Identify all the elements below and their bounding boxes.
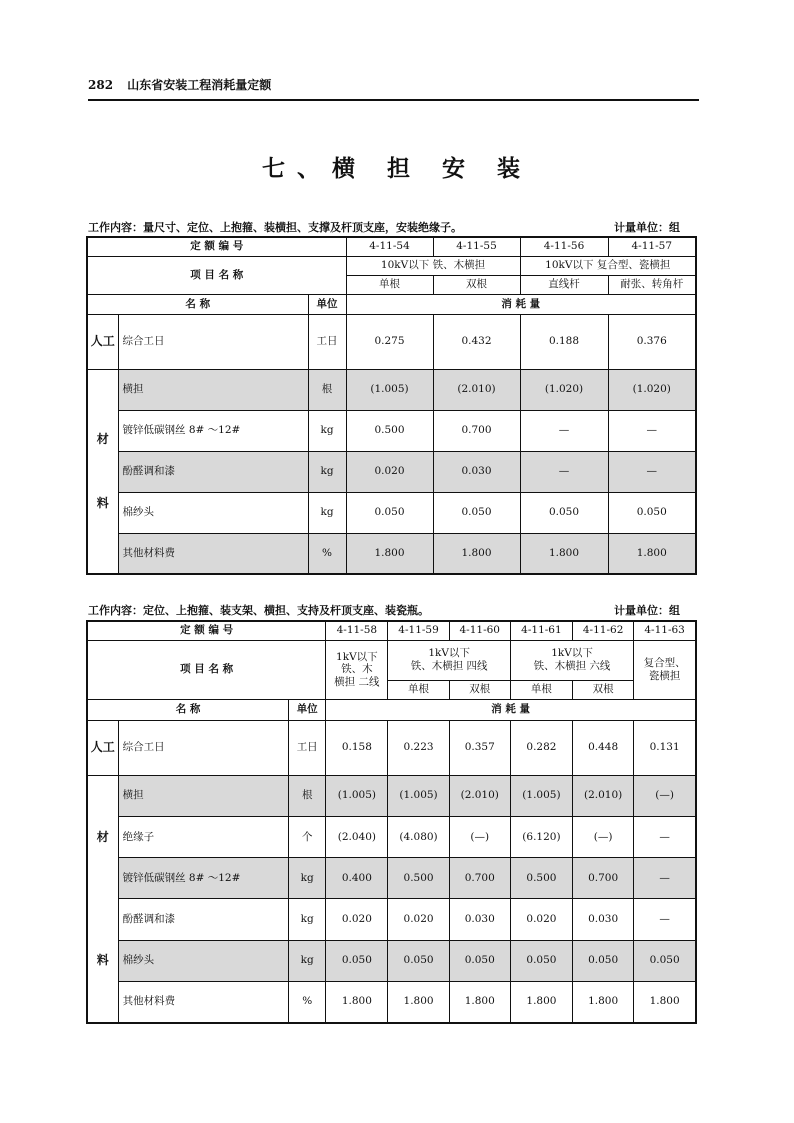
row-value: (2.010) xyxy=(573,775,634,816)
row-value: (2.010) xyxy=(449,775,510,816)
sub-header: 双根 xyxy=(449,680,510,699)
row-value: (2.040) xyxy=(326,816,388,857)
row-value: 0.020 xyxy=(346,451,433,492)
row-value: — xyxy=(634,899,696,940)
row-value: 0.188 xyxy=(520,314,608,369)
category-material xyxy=(87,369,118,574)
row-value: (4.080) xyxy=(388,816,449,857)
code-cell: 4-11-59 xyxy=(388,621,449,640)
group-header: 10kV以下 复合型、瓷横担 xyxy=(520,256,696,275)
row-unit: kg xyxy=(289,858,326,899)
consume-header: 消 耗 量 xyxy=(346,294,696,314)
row-value: — xyxy=(608,410,696,451)
row-value: 1.800 xyxy=(634,981,696,1022)
row-value: 1.800 xyxy=(433,533,520,574)
row-value: — xyxy=(520,410,608,451)
row-unit: % xyxy=(289,981,326,1022)
row-unit: kg xyxy=(308,492,346,533)
group-row xyxy=(87,640,696,680)
code-row xyxy=(87,237,696,256)
row-value: 1.800 xyxy=(520,533,608,574)
row-value: (—) xyxy=(634,775,696,816)
group-header: 10kV以下 铁、木横担 xyxy=(346,256,520,275)
table-row xyxy=(87,314,696,369)
row-value: 0.357 xyxy=(449,720,510,775)
row-value: (1.005) xyxy=(388,775,449,816)
row-value: 0.223 xyxy=(388,720,449,775)
group-header-line: 1kV以下 xyxy=(428,647,470,660)
row-unit: 根 xyxy=(289,775,326,816)
row-value: (2.010) xyxy=(433,369,520,410)
code-cell: 4-11-56 xyxy=(520,237,608,256)
row-value: 0.030 xyxy=(433,451,520,492)
row-value: 0.282 xyxy=(510,720,572,775)
column-header-row xyxy=(87,294,696,314)
sub-header: 双根 xyxy=(433,275,520,294)
unit-header: 单位 xyxy=(308,294,346,314)
sub-header: 单根 xyxy=(510,680,572,699)
row-value: 0.050 xyxy=(326,940,388,981)
row-value: 0.158 xyxy=(326,720,388,775)
code-row xyxy=(87,621,696,640)
row-value: 0.500 xyxy=(346,410,433,451)
name-header: 名 称 xyxy=(87,294,308,314)
row-value: (1.020) xyxy=(608,369,696,410)
table-row xyxy=(87,775,696,816)
table-row xyxy=(87,369,696,410)
row-value: (1.005) xyxy=(326,775,388,816)
row-name: 横担 xyxy=(118,369,308,410)
section-title: 七、横 担 安 装 xyxy=(261,155,533,182)
group-header-line: 铁、木 xyxy=(341,663,373,676)
row-value: 0.275 xyxy=(346,314,433,369)
quota-table-2 xyxy=(86,620,697,1024)
sub-header: 单根 xyxy=(388,680,449,699)
table-row xyxy=(87,533,696,574)
row-value: 1.800 xyxy=(573,981,634,1022)
row-value: 1.800 xyxy=(346,533,433,574)
row-unit: kg xyxy=(289,899,326,940)
row-value: 0.050 xyxy=(573,940,634,981)
row-value: 0.020 xyxy=(388,899,449,940)
group-header xyxy=(388,640,510,680)
work-content-2 xyxy=(88,602,698,618)
row-value: 0.432 xyxy=(433,314,520,369)
row-name: 棉纱头 xyxy=(118,940,289,981)
code-cell: 4-11-57 xyxy=(608,237,696,256)
row-value: 0.020 xyxy=(326,899,388,940)
category-material-bottom: 料 xyxy=(96,496,109,511)
row-value: (1.005) xyxy=(510,775,572,816)
group-header-line: 1kV以下 xyxy=(551,647,593,660)
group-row xyxy=(87,256,696,275)
row-name: 其他材料费 xyxy=(118,981,289,1022)
row-value: — xyxy=(634,858,696,899)
row-value: 0.700 xyxy=(433,410,520,451)
code-cell: 4-11-63 xyxy=(634,621,696,640)
row-value: 0.050 xyxy=(449,940,510,981)
row-unit: 根 xyxy=(308,369,346,410)
code-cell: 4-11-61 xyxy=(510,621,572,640)
group-header-line: 1kV以下 xyxy=(336,650,378,663)
row-value: 0.700 xyxy=(449,858,510,899)
row-value: 1.800 xyxy=(510,981,572,1022)
row-name: 综合工日 xyxy=(118,314,308,369)
table-row xyxy=(87,940,696,981)
code-cell: 4-11-62 xyxy=(573,621,634,640)
row-value: (6.120) xyxy=(510,816,572,857)
quota-label: 定 额 编 号 xyxy=(87,237,346,256)
row-value: 0.050 xyxy=(510,940,572,981)
row-unit: 工日 xyxy=(289,720,326,775)
row-value: — xyxy=(520,451,608,492)
row-value: 0.050 xyxy=(634,940,696,981)
category-material-top: 材 xyxy=(96,432,109,447)
sub-header: 耐张、转角杆 xyxy=(608,275,696,294)
row-unit: kg xyxy=(308,451,346,492)
row-value: 0.030 xyxy=(573,899,634,940)
work-content-text: 工作内容：定位、上抱箍、装支架、横担、支持及杆顶支座、装瓷瓶。 xyxy=(88,604,429,617)
measure-unit: 计量单位：组 xyxy=(614,604,680,617)
page-number: 282 xyxy=(88,78,114,92)
table-row xyxy=(87,451,696,492)
group-header-line: 复合型、 xyxy=(643,656,686,669)
row-name: 镀锌低碳钢丝 8# ～12# xyxy=(118,410,308,451)
code-cell: 4-11-58 xyxy=(326,621,388,640)
row-name: 绝缘子 xyxy=(118,816,289,857)
table-row xyxy=(87,816,696,857)
row-value: 0.500 xyxy=(388,858,449,899)
row-value: (1.005) xyxy=(346,369,433,410)
item-label: 项 目 名 称 xyxy=(87,640,326,699)
row-value: 0.050 xyxy=(608,492,696,533)
code-cell: 4-11-54 xyxy=(346,237,433,256)
name-header: 名 称 xyxy=(87,699,289,720)
row-value: 0.050 xyxy=(520,492,608,533)
work-content-1 xyxy=(88,219,698,235)
row-value: 0.020 xyxy=(510,899,572,940)
table-row xyxy=(87,981,696,1022)
unit-header: 单位 xyxy=(289,699,326,720)
category-material-top: 材 xyxy=(96,829,109,844)
group-header-line: 横担 二线 xyxy=(334,675,380,688)
row-name: 酚醛调和漆 xyxy=(118,451,308,492)
consume-header: 消 耗 量 xyxy=(326,699,696,720)
row-value: (1.020) xyxy=(520,369,608,410)
group-header-line: 铁、木横担 四线 xyxy=(410,660,488,672)
quota-label: 定 额 编 号 xyxy=(87,621,326,640)
table-row xyxy=(87,858,696,899)
running-header xyxy=(88,76,271,93)
table-row xyxy=(87,720,696,775)
row-value: 1.800 xyxy=(388,981,449,1022)
sub-header: 直线杆 xyxy=(520,275,608,294)
row-value: 1.800 xyxy=(326,981,388,1022)
table-row xyxy=(87,899,696,940)
row-value: 0.400 xyxy=(326,858,388,899)
sub-header: 单根 xyxy=(346,275,433,294)
row-value: 0.050 xyxy=(433,492,520,533)
row-value: 1.800 xyxy=(449,981,510,1022)
group-header xyxy=(326,640,388,699)
work-content-text: 工作内容：量尺寸、定位、上抱箍、装横担、支撑及杆顶支座，安装绝缘子。 xyxy=(88,221,462,234)
row-value: — xyxy=(608,451,696,492)
row-value: 0.500 xyxy=(510,858,572,899)
row-value: — xyxy=(634,816,696,857)
column-header-row xyxy=(87,699,696,720)
sub-header: 双根 xyxy=(573,680,634,699)
group-header-line: 瓷横担 xyxy=(648,669,681,682)
row-unit: kg xyxy=(308,410,346,451)
row-value: 0.050 xyxy=(346,492,433,533)
row-name: 镀锌低碳钢丝 8# ～12# xyxy=(118,858,289,899)
row-value: 0.131 xyxy=(634,720,696,775)
category-material-bottom: 料 xyxy=(96,952,109,967)
row-name: 其他材料费 xyxy=(118,533,308,574)
row-unit: kg xyxy=(289,940,326,981)
header-rule xyxy=(88,99,699,101)
group-header xyxy=(634,640,696,699)
quota-table-1 xyxy=(86,236,697,575)
row-unit: 个 xyxy=(289,816,326,857)
code-cell: 4-11-60 xyxy=(449,621,510,640)
row-name: 棉纱头 xyxy=(118,492,308,533)
measure-unit: 计量单位：组 xyxy=(614,221,680,234)
row-unit: % xyxy=(308,533,346,574)
item-label: 项 目 名 称 xyxy=(87,256,346,294)
row-value: (—) xyxy=(573,816,634,857)
row-value: 0.030 xyxy=(449,899,510,940)
book-title: 山东省安装工程消耗量定额 xyxy=(127,78,272,92)
row-name: 酚醛调和漆 xyxy=(118,899,289,940)
table-row xyxy=(87,492,696,533)
group-header xyxy=(510,640,633,680)
row-name: 综合工日 xyxy=(118,720,289,775)
code-cell: 4-11-55 xyxy=(433,237,520,256)
row-value: 0.376 xyxy=(608,314,696,369)
row-value: (—) xyxy=(449,816,510,857)
row-name: 横担 xyxy=(118,775,289,816)
group-header-line: 铁、木横担 六线 xyxy=(533,660,611,672)
row-unit: 工日 xyxy=(308,314,346,369)
category-labor: 人工 xyxy=(87,314,118,369)
table-row xyxy=(87,410,696,451)
category-labor: 人工 xyxy=(87,720,118,775)
row-value: 1.800 xyxy=(608,533,696,574)
row-value: 0.700 xyxy=(573,858,634,899)
category-material xyxy=(87,775,118,1023)
row-value: 0.448 xyxy=(573,720,634,775)
row-value: 0.050 xyxy=(388,940,449,981)
